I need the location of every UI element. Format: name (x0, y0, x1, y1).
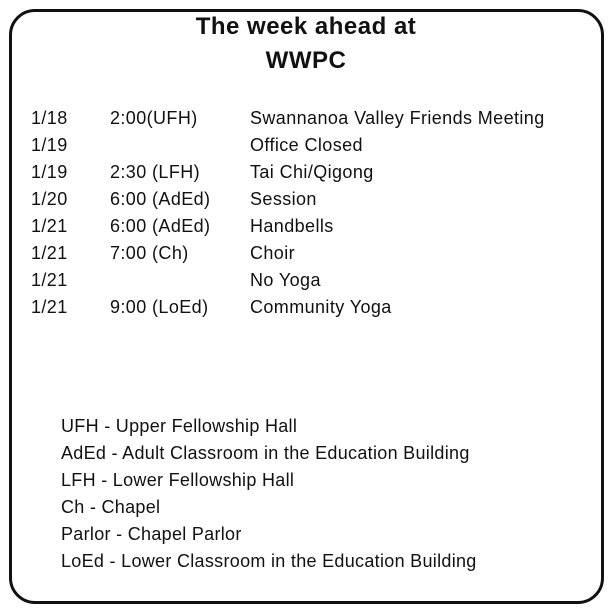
schedule-date: 1/21 (31, 297, 68, 317)
schedule-time: 7:00 (Ch) (110, 243, 189, 263)
schedule-event: Choir (250, 243, 296, 263)
schedule-event: Swannanoa Valley Friends Meeting (250, 108, 545, 128)
schedule-row (31, 132, 591, 159)
schedule-date: 1/21 (31, 270, 68, 290)
schedule-time: 6:00 (AdEd) (110, 189, 211, 209)
schedule-row (31, 294, 591, 321)
schedule-event: Handbells (250, 216, 334, 236)
legend-item: LFH - Lower Fellowship Hall (61, 470, 295, 490)
schedule-time: 2:00(UFH) (110, 108, 198, 128)
schedule-time: 6:00 (AdEd) (110, 216, 211, 236)
schedule-event: Office Closed (250, 135, 363, 155)
schedule-event: Tai Chi/Qigong (250, 162, 374, 182)
schedule-row (31, 240, 591, 267)
schedule-row (31, 267, 591, 294)
schedule-time: 9:00 (LoEd) (110, 297, 209, 317)
legend-item: Parlor - Chapel Parlor (61, 524, 242, 544)
legend-item: LoEd - Lower Classroom in the Education Building (61, 551, 477, 571)
schedule-date: 1/19 (31, 162, 68, 182)
schedule-row (31, 105, 591, 132)
schedule-row (31, 159, 591, 186)
title-line-1: The week ahead at (195, 13, 417, 40)
page-title (0, 10, 612, 78)
schedule-row (31, 186, 591, 213)
schedule-row (31, 213, 591, 240)
legend-item: Ch - Chapel (61, 497, 161, 517)
schedule-list (31, 105, 591, 321)
legend-item: UFH - Upper Fellowship Hall (61, 416, 298, 436)
title-line-2: WWPC (265, 47, 347, 74)
legend-item: AdEd - Adult Classroom in the Education Building (61, 443, 470, 463)
schedule-event: Community Yoga (250, 297, 392, 317)
schedule-date: 1/21 (31, 243, 68, 263)
schedule-date: 1/18 (31, 108, 68, 128)
schedule-event: Session (250, 189, 317, 209)
schedule-date: 1/21 (31, 216, 68, 236)
location-legend (61, 413, 591, 575)
schedule-time: 2:30 (LFH) (110, 162, 201, 182)
schedule-event: No Yoga (250, 270, 321, 290)
schedule-date: 1/20 (31, 189, 68, 209)
schedule-date: 1/19 (31, 135, 68, 155)
